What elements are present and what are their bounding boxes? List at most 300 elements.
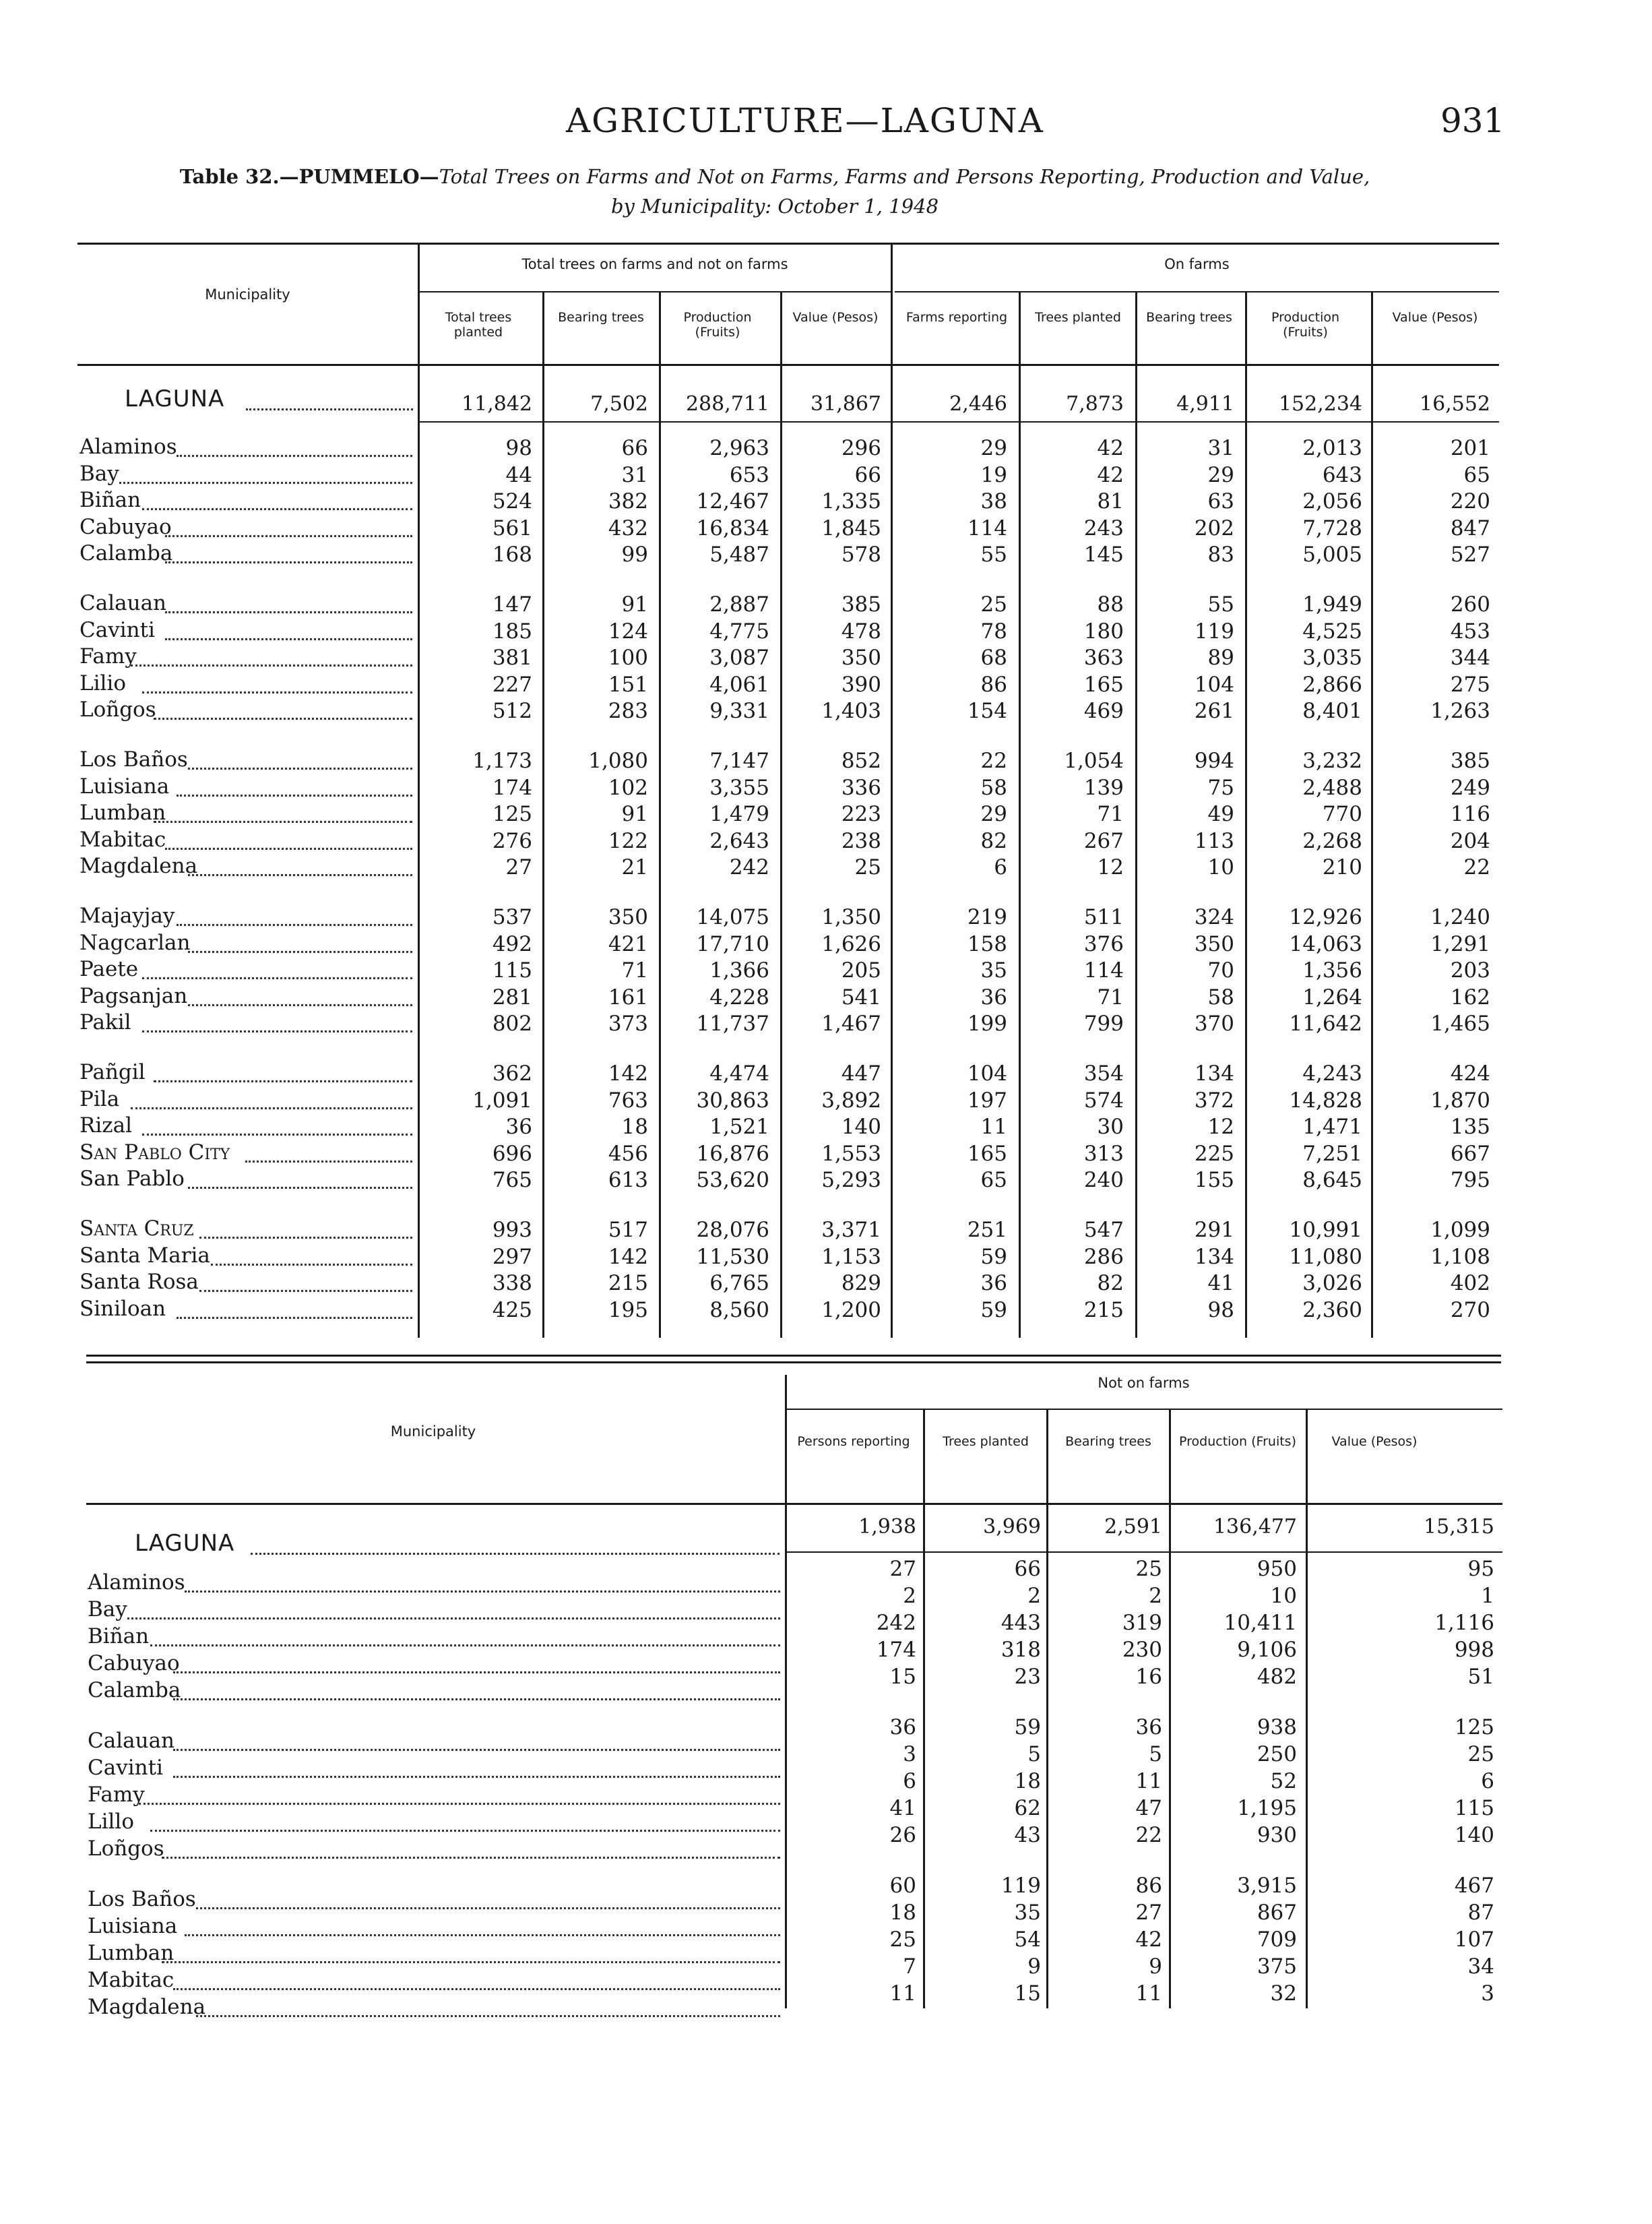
t1-cell: 249 [1450,776,1490,800]
t2-cell: 23 [1014,1665,1041,1689]
t2-municipality-name: Calauan [88,1729,175,1753]
t1-cell: 3,371 [821,1218,881,1242]
t2-cell: 998 [1454,1638,1494,1662]
t1-cell: 219 [967,905,1007,929]
t1-municipality-name: Pakil [80,1010,131,1034]
t1-cell: 201 [1450,436,1490,460]
t1-cell: 124 [608,619,648,644]
t1-cell: 1,054 [1064,749,1124,773]
t1-cell: 267 [1083,829,1124,853]
table1-group-rule-right [895,291,1499,292]
t1-municipality-name: Cabuyao [80,515,172,539]
t2-municipality-name: Los Baños [88,1887,196,1911]
t1-cell: 227 [492,673,532,697]
t1-municipality-name: Biñan [80,488,141,512]
t2-cell: 36 [889,1715,916,1739]
t2-cell: 60 [889,1874,916,1898]
t2-leader [185,1590,780,1593]
t2-municipality-name: Lillo [88,1810,134,1834]
t2-cell: 11 [889,1981,916,2006]
t1-cell: 27 [505,855,532,879]
t1-cell: 296 [841,436,881,460]
t1-cell: 4,243 [1302,1061,1362,1086]
t1-cell: 1,553 [821,1142,881,1166]
t1-leader [119,482,412,484]
t1-cell: 142 [608,1245,648,1269]
t2-total-cell: 2,591 [1104,1515,1162,1539]
t1-cell: 3,035 [1302,646,1362,670]
t1-cell: 174 [492,776,532,800]
t1-cell: 338 [492,1271,532,1295]
t1-cell: 165 [1083,673,1124,697]
t1-cell: 993 [492,1218,532,1242]
t1-cell: 243 [1083,516,1124,540]
t1-cell: 11,737 [696,1012,769,1036]
t1-cell: 68 [980,646,1007,670]
t2-cell: 3,915 [1237,1874,1297,1898]
t1-cell: 240 [1083,1168,1124,1192]
t1-municipality-name: Alaminos [80,435,177,459]
t2-cell: 6 [1481,1769,1494,1793]
t1-cell: 795 [1450,1168,1490,1192]
t2-cell: 709 [1257,1927,1297,1952]
t2-cell: 3 [1481,1981,1494,2006]
t1-total-cell: 7,502 [590,392,648,416]
t1-cell: 561 [492,516,532,540]
t1-leader [154,821,412,823]
t2-cell: 5 [1149,1742,1162,1766]
t1-cell: 81 [1097,489,1124,514]
t2-cell: 2 [1027,1584,1041,1608]
t1-cell: 2,268 [1302,829,1362,853]
t1-cell: 7,728 [1302,516,1362,540]
t1-cell: 1,467 [821,1012,881,1036]
t2-leader [127,1617,780,1619]
t1-col-header: Trees planted [1035,310,1121,325]
t1-total-underline [419,421,1499,423]
t1-total-cell: 16,552 [1420,392,1490,416]
t1-cell: 3,026 [1302,1271,1362,1295]
t1-cell: 2,056 [1302,489,1362,514]
t1-cell: 158 [967,932,1007,956]
t1-municipality-name: Nagcarlan [80,931,191,955]
t1-cell: 185 [492,619,532,644]
t2-cell: 41 [889,1796,916,1820]
t2-cell: 54 [1014,1927,1041,1952]
t1-cell: 104 [1194,673,1234,697]
t1-municipality-name: Pañgil [80,1060,146,1084]
t1-cell: 1,263 [1430,699,1490,723]
t1-cell: 125 [492,802,532,826]
t1-cell: 3,892 [821,1088,881,1113]
t2-cell: 25 [1467,1742,1494,1766]
t1-cell: 28,076 [696,1218,769,1242]
t1-cell: 381 [492,646,532,670]
t1-cell: 2,963 [709,436,769,460]
t1-cell: 469 [1083,699,1124,723]
t1-cell: 7,251 [1302,1142,1362,1166]
t1-cell: 1,240 [1430,905,1490,929]
t1-cell: 402 [1450,1271,1490,1295]
t1-cell: 155 [1194,1168,1234,1192]
t2-col-header: Production (Fruits) [1179,1434,1296,1449]
t2-cell: 15 [1014,1981,1041,2006]
t1-cell: 204 [1450,829,1490,853]
t1-municipality-name: Majayjay [80,904,175,928]
t2-cell: 95 [1467,1557,1494,1581]
t2-municipality-name: Alaminos [88,1570,185,1595]
t1-municipality-name: Lilio [80,671,126,696]
t2-municipality-name: Loñgos [88,1836,164,1861]
t1-leader [142,508,412,510]
t2-cell: 18 [1014,1769,1041,1793]
t2-cell: 86 [1135,1874,1162,1898]
t1-cell: 1,403 [821,699,881,723]
t2-cell: 107 [1454,1927,1494,1952]
t2-leader [196,2015,780,2017]
table1-divider [1245,291,1247,1338]
t1-cell: 30 [1097,1115,1124,1139]
t1-cell: 66 [621,436,648,460]
t1-cell: 223 [841,802,881,826]
t1-cell: 1,356 [1302,958,1362,983]
t1-cell: 16,876 [696,1142,769,1166]
t2-leader [162,1857,780,1859]
t1-cell: 30,863 [696,1088,769,1113]
t1-cell: 41 [1207,1271,1234,1295]
t1-cell: 5,487 [709,543,769,567]
table2-municipality-header: Municipality [390,1423,476,1440]
t1-cell: 142 [608,1061,648,1086]
t1-col-header: Production (Fruits) [683,310,752,340]
t1-cell: 517 [608,1218,648,1242]
t1-cell: 8,645 [1302,1168,1362,1192]
t1-cell: 75 [1207,776,1234,800]
t1-municipality-name: San Pablo City [80,1140,230,1165]
t2-cell: 26 [889,1823,916,1847]
t1-leader [131,1107,412,1109]
t1-cell: 1,626 [821,932,881,956]
t1-cell: 16,834 [696,516,769,540]
t1-cell: 71 [1097,802,1124,826]
table1-group-total-header: Total trees on farms and not on farms [521,256,788,272]
t1-cell: 2,866 [1302,673,1362,697]
t2-cell: 2 [1149,1584,1162,1608]
t1-cell: 12,467 [696,489,769,514]
t1-cell: 313 [1083,1142,1124,1166]
t1-cell: 275 [1450,673,1490,697]
t2-cell: 36 [1135,1715,1162,1739]
t1-cell: 21 [621,855,648,879]
t1-cell: 14,075 [696,905,769,929]
table2-header-rule [86,1503,1502,1505]
t1-cell: 161 [608,985,648,1010]
t1-cell: 36 [505,1115,532,1139]
t1-cell: 432 [608,516,648,540]
t1-cell: 261 [1194,699,1234,723]
t2-total-cell: 1,938 [858,1515,916,1539]
t1-col-header: Total trees planted [445,310,512,340]
t2-cell: 9,106 [1237,1638,1297,1662]
t1-cell: 114 [967,516,1007,540]
t2-leader [185,1934,780,1936]
t1-cell: 55 [980,543,1007,567]
t2-municipality-name: Lumban [88,1941,174,1965]
t1-municipality-name: Famy [80,644,137,669]
t1-cell: 2,488 [1302,776,1362,800]
t1-cell: 71 [621,958,648,983]
t1-cell: 147 [492,592,532,617]
t1-cell: 19 [980,463,1007,487]
t1-cell: 11 [980,1115,1007,1139]
t2-municipality-name: Luisiana [88,1914,178,1938]
t2-cell: 119 [1000,1874,1041,1898]
t1-municipality-name: Los Baños [80,747,188,772]
t1-cell: 336 [841,776,881,800]
t1-cell: 286 [1083,1245,1124,1269]
t1-cell: 2,360 [1302,1298,1362,1322]
t2-cell: 59 [1014,1715,1041,1739]
t1-leader [199,1237,412,1239]
t1-cell: 165 [967,1142,1007,1166]
table2-group-header: Not on farms [1098,1375,1190,1391]
t2-cell: 25 [889,1927,916,1952]
t2-total-cell: 15,315 [1424,1515,1494,1539]
t2-leader [139,1803,780,1805]
t1-total-name: LAGUNA [125,385,225,412]
t1-municipality-name: San Pablo [80,1167,185,1191]
t1-cell: 511 [1083,905,1124,929]
t1-cell: 373 [608,1012,648,1036]
table1-divider [1371,291,1373,1338]
t1-cell: 197 [967,1088,1007,1113]
t1-leader [142,1134,412,1136]
t1-leader [177,1317,412,1319]
t1-col-header: Production (Fruits) [1271,310,1340,340]
t1-cell: 527 [1450,543,1490,567]
t1-cell: 524 [492,489,532,514]
t1-cell: 59 [980,1298,1007,1322]
t2-cell: 9 [1149,1954,1162,1979]
t1-cell: 58 [1207,985,1234,1010]
t1-cell: 119 [1194,619,1234,644]
t1-cell: 770 [1322,802,1362,826]
t2-cell: 230 [1122,1638,1162,1662]
page-number: 931 [1440,101,1505,140]
t2-cell: 318 [1000,1638,1041,1662]
t1-municipality-name: Paete [80,957,139,981]
t2-col-header: Trees planted [943,1434,1029,1449]
t2-municipality-name: Calamba [88,1678,181,1702]
t1-cell: 11,080 [1289,1245,1362,1269]
table-caption [74,162,1475,221]
t1-cell: 2,013 [1302,436,1362,460]
t1-cell: 541 [841,985,881,1010]
t1-cell: 763 [608,1088,648,1113]
t1-cell: 31 [1207,436,1234,460]
t1-cell: 205 [841,958,881,983]
t2-cell: 443 [1000,1611,1041,1635]
t2-cell: 87 [1467,1901,1494,1925]
section-double-rule-a [86,1355,1501,1357]
t2-total-underline [787,1551,1502,1553]
t1-cell: 667 [1450,1142,1490,1166]
t1-leader [188,1004,412,1006]
t1-cell: 512 [492,699,532,723]
t1-municipality-name: Magdalena [80,854,198,878]
t2-cell: 319 [1122,1611,1162,1635]
t2-cell: 1,195 [1237,1796,1297,1820]
t2-cell: 250 [1257,1742,1297,1766]
t1-cell: 3,232 [1302,749,1362,773]
t1-cell: 3,087 [709,646,769,670]
t1-cell: 4,474 [709,1061,769,1086]
table1-municipality-header: Municipality [205,286,290,303]
t1-cell: 1,091 [472,1088,532,1113]
t2-municipality-name: Mabitac [88,1968,174,1992]
t2-cell: 22 [1135,1823,1162,1847]
t1-cell: 98 [1207,1298,1234,1322]
t1-cell: 14,063 [1289,932,1362,956]
t1-cell: 88 [1097,592,1124,617]
page-title: AGRICULTURE—LAGUNA [566,101,1044,140]
t1-cell: 1,471 [1302,1115,1362,1139]
table2-divider [1306,1409,1308,2008]
table1-header-rule [77,364,1499,366]
t1-cell: 195 [608,1298,648,1322]
t1-cell: 199 [967,1012,1007,1036]
t1-cell: 14,828 [1289,1088,1362,1113]
t1-cell: 17,710 [696,932,769,956]
t1-cell: 203 [1450,958,1490,983]
t2-leader [173,1776,780,1778]
table2-divider [785,1375,787,2008]
t1-cell: 350 [608,905,648,929]
t1-cell: 1,366 [709,958,769,983]
t2-leader [150,1644,780,1646]
t1-cell: 478 [841,619,881,644]
t1-cell: 2,643 [709,829,769,853]
t2-cell: 47 [1135,1796,1162,1820]
t1-cell: 18 [621,1115,648,1139]
t1-cell: 1,108 [1430,1245,1490,1269]
t1-cell: 696 [492,1142,532,1166]
t1-cell: 99 [621,543,648,567]
table1-group-rule-left [419,291,891,292]
t1-cell: 354 [1083,1061,1124,1086]
t2-total-name: LAGUNA [135,1530,235,1557]
t1-municipality-name: Pagsanjan [80,984,188,1008]
t2-total-cell: 136,477 [1213,1515,1297,1539]
t1-cell: 376 [1083,932,1124,956]
t1-cell: 35 [980,958,1007,983]
t2-municipality-name: Famy [88,1783,145,1807]
t1-cell: 492 [492,932,532,956]
t1-cell: 1,465 [1430,1012,1490,1036]
t1-cell: 453 [1450,619,1490,644]
t1-cell: 4,061 [709,673,769,697]
t1-cell: 202 [1194,516,1234,540]
t1-cell: 11,530 [696,1245,769,1269]
t1-cell: 115 [492,958,532,983]
t1-leader [165,611,412,613]
t1-municipality-name: Santa Maria [80,1243,210,1268]
t1-cell: 456 [608,1142,648,1166]
t1-cell: 852 [841,749,881,773]
t1-total-cell: 4,911 [1176,392,1234,416]
t1-cell: 1,080 [588,749,648,773]
t1-cell: 44 [505,463,532,487]
t1-cell: 260 [1450,592,1490,617]
t2-cell: 52 [1270,1769,1297,1793]
t2-cell: 140 [1454,1823,1494,1847]
t1-total-cell: 7,873 [1066,392,1124,416]
t1-leader [165,638,412,640]
t1-cell: 1,335 [821,489,881,514]
t1-municipality-name: Siniloan [80,1297,166,1321]
t1-cell: 344 [1450,646,1490,670]
t1-leader [154,718,412,720]
t2-leader [150,1830,780,1832]
t1-cell: 9,331 [709,699,769,723]
t1-cell: 29 [980,436,1007,460]
t2-cell: 11 [1135,1981,1162,2006]
t1-cell: 613 [608,1168,648,1192]
t1-cell: 145 [1083,543,1124,567]
t2-cell: 42 [1135,1927,1162,1952]
t2-leader [173,1988,780,1990]
caption-text-line1: Total Trees on Farms and Not on Farms, Farms and Persons Reporting, Production and Value, [439,165,1370,188]
t1-cell: 390 [841,673,881,697]
t2-cell: 3 [903,1742,916,1766]
t2-cell: 18 [889,1901,916,1925]
t1-cell: 22 [1463,855,1490,879]
t1-cell: 12,926 [1289,905,1362,929]
t1-municipality-name: Bay [80,462,119,486]
t1-cell: 1,479 [709,802,769,826]
t1-cell: 1,845 [821,516,881,540]
t1-cell: 994 [1194,749,1234,773]
t1-cell: 154 [967,699,1007,723]
t1-cell: 370 [1194,1012,1234,1036]
t1-municipality-name: Cavinti [80,618,155,642]
t1-col-header: Value (Pesos) [1392,310,1478,325]
t1-cell: 116 [1450,802,1490,826]
t2-municipality-name: Biñan [88,1624,150,1648]
t2-cell: 7 [903,1954,916,1979]
t1-cell: 162 [1450,985,1490,1010]
t2-cell: 930 [1257,1823,1297,1847]
t1-cell: 98 [505,436,532,460]
t2-cell: 467 [1454,1874,1494,1898]
t1-cell: 25 [980,592,1007,617]
t1-cell: 385 [841,592,881,617]
t1-cell: 122 [608,829,648,853]
t1-cell: 25 [854,855,881,879]
t2-municipality-name: Magdalena [88,1995,206,2019]
t1-leader [154,1080,412,1082]
section-double-rule-b [86,1361,1501,1363]
t1-cell: 242 [729,855,769,879]
t2-municipality-name: Bay [88,1597,127,1621]
t1-cell: 210 [1322,855,1362,879]
t2-col-header: Value (Pesos) [1331,1434,1418,1449]
t1-cell: 11,642 [1289,1012,1362,1036]
t1-cell: 29 [1207,463,1234,487]
t1-cell: 38 [980,489,1007,514]
t1-cell: 63 [1207,489,1234,514]
t1-cell: 36 [980,1271,1007,1295]
